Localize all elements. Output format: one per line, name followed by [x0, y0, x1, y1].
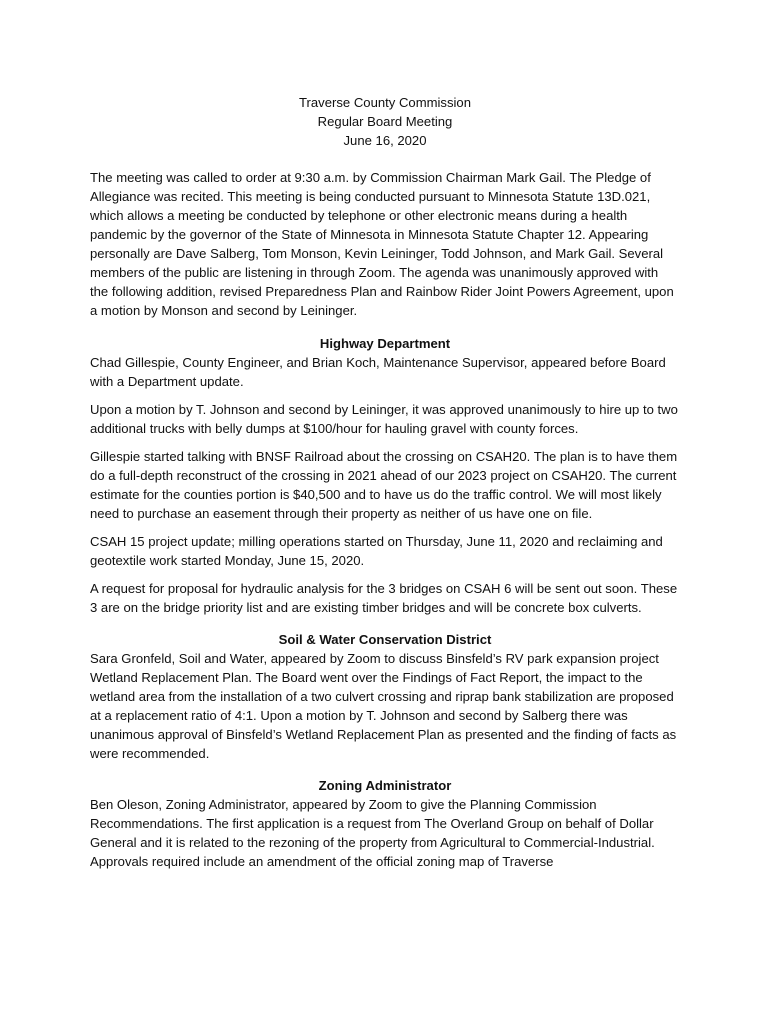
highway-section: [90, 334, 680, 617]
document-page: [90, 93, 680, 884]
intro-paragraph: The meeting was called to order at 9:30 a.m. by Commission Chairman Mark Gail. The Pledge of Allegiance was recited. This meeting is being conducted pursuant to Minnesota Statute 13D.021, which allows a meeting be conducted by telephone or other electronic means during a health pandemic by the governor of the State of Minnesota in Minnesota Statute Chapter 12. Appearing personally are Dave Salberg, Tom Monson, Kevin Leininger, Todd Johnson, and Mark Gail. Several members of the public are listening in through Zoom. The agenda was unanimously approved with the following addition, revised Preparedness Plan and Rainbow Rider Joint Powers Agreement, upon a motion by Monson and second by Leininger.: [90, 170, 674, 318]
soil-water-section-title: Soil & Water Conservation District: [278, 632, 492, 647]
highway-paragraph: Gillespie started talking with BNSF Railroad about the crossing on CSAH20. The plan is to have them do a full-depth reconstruct of the crossing in 2021 ahead of our 2023 project on CSAH20. The current estimate for the counties portion is $40,500 and to have us do the traffic control. We will most likely need to purchase an easement through their property as neither of us have one on file.: [90, 449, 678, 521]
highway-paragraph: A request for proposal for hydraulic analysis for the 3 bridges on CSAH 6 will be sent out soon. These 3 are on the bridge priority list and are existing timber bridges and will be concrete box culverts.: [90, 581, 678, 615]
highway-paragraph: CSAH 15 project update; milling operations started on Thursday, June 11, 2020 and reclaiming and geotextile work started Monday, June 15, 2020.: [90, 534, 663, 568]
meeting-title: Regular Board Meeting: [317, 114, 453, 129]
document-header: [90, 93, 680, 150]
organization-title: Traverse County Commission: [299, 95, 471, 110]
soil-water-paragraph: Sara Gronfeld, Soil and Water, appeared by Zoom to discuss Binsfeld’s RV park expansion project Wetland Replacement Plan. The Board went over the Findings of Fact Report, the impact to the wetland area from the installation of a two culvert crossing and riprap bank stabilization are proposed at a replacement ratio of 4:1. Upon a motion by T. Johnson and second by Salberg there was unanimous approval of Binsfeld’s Wetland Replacement Plan as presented and the finding of facts as were recommended.: [90, 651, 677, 761]
highway-paragraph: Upon a motion by T. Johnson and second by Leininger, it was approved unanimously to hire up to two additional trucks with belly dumps at $100/hour for hauling gravel with county forces.: [90, 402, 678, 436]
meeting-date: June 16, 2020: [343, 133, 427, 148]
highway-section-title: Highway Department: [319, 336, 451, 351]
zoning-paragraph: Ben Oleson, Zoning Administrator, appeared by Zoom to give the Planning Commission Recommendations. The first application is a request from The Overland Group on behalf of Dollar General and it is related to the rezoning of the property from Agricultural to Commercial-Industrial. Approvals required include an amendment of the official zoning map of Traverse: [90, 797, 655, 869]
zoning-section-title: Zoning Administrator: [318, 778, 452, 793]
soil-water-section: [90, 630, 680, 763]
highway-paragraph: Chad Gillespie, County Engineer, and Brian Koch, Maintenance Supervisor, appeared before Board with a Department update.: [90, 355, 666, 389]
zoning-section: [90, 776, 680, 871]
